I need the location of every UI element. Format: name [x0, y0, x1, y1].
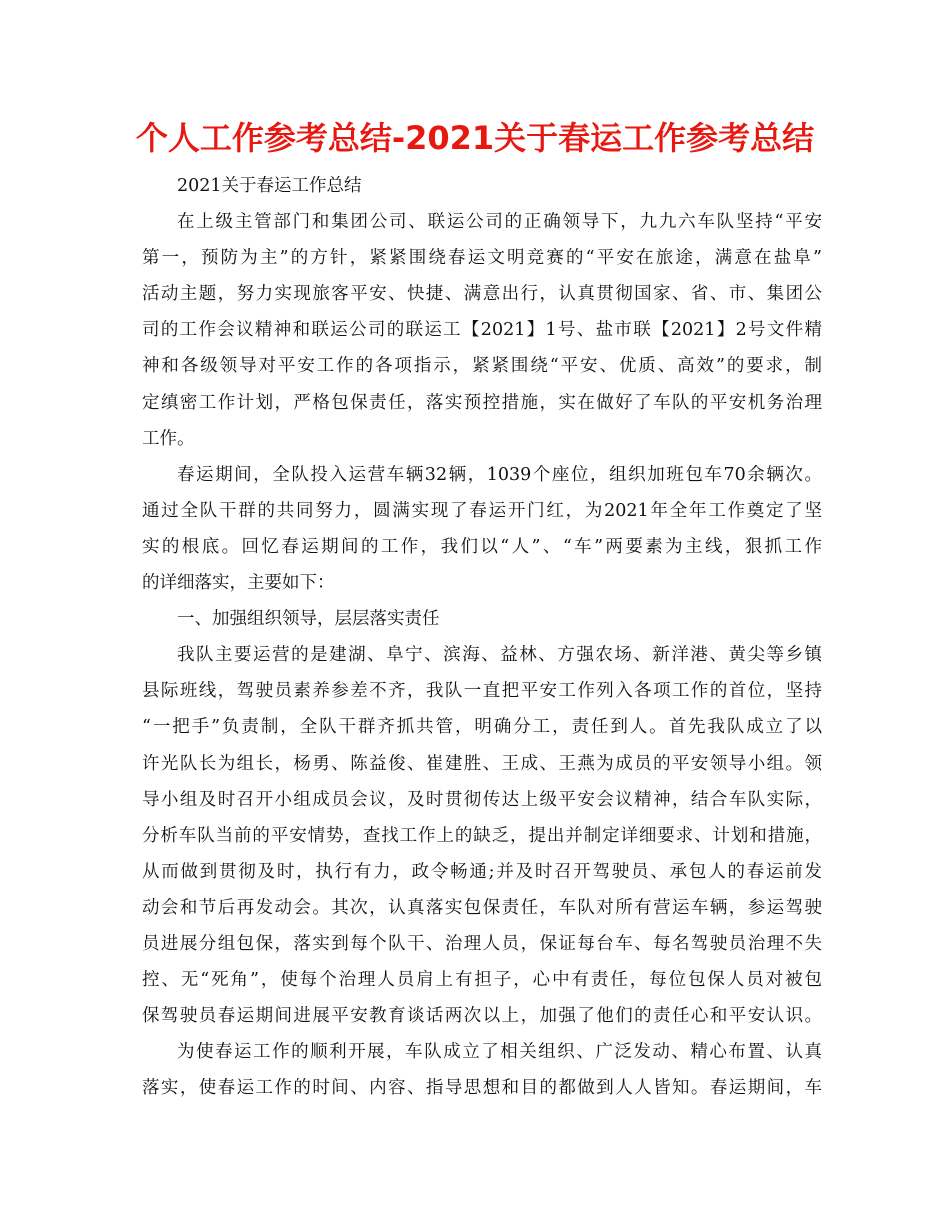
paragraph-line: “一把手”负责制，全队干群齐抓共管，明确分工，责任到人。首先我队成立了以 [142, 717, 822, 738]
paragraph-line: 的详细落实，主要如下： [142, 573, 335, 594]
paragraph-line: 我队主要运营的是建湖、阜宁、滨海、益林、方强农场、新洋港、黄尖等乡镇 [177, 645, 822, 666]
paragraph-line: 员进展分组包保，落实到每个队干、治理人员，保证每台车、每名驾驶员治理不失 [142, 933, 822, 954]
paragraph-line: 保驾驶员春运期间进展平安教育谈话两次以上，加强了他们的责任心和平安认识。 [142, 1006, 822, 1027]
document-title: 个人工作参考总结-2021关于春运工作参考总结 [135, 119, 815, 157]
paragraph-line: 许光队长为组长，杨勇、陈益俊、崔建胜、王成、王燕为成员的平安领导小组。领 [142, 753, 822, 774]
paragraph-line: 在上级主管部门和集团公司、联运公司的正确领导下，九九六车队坚持“平安 [177, 212, 822, 233]
paragraph-line: 春运期间，全队投入运营车辆32辆，1039个座位，组织加班包车70余辆次。 [177, 464, 822, 485]
paragraph-line: 控、无“死角”，使每个治理人员肩上有担子，心中有责任，每位包保人员对被包 [142, 970, 822, 991]
subtitle-line: 2021关于春运工作总结 [177, 176, 362, 196]
paragraph-line: 神和各级领导对平安工作的各项指示，紧紧围绕“平安、优质、高效”的要求，制 [142, 356, 822, 377]
paragraph-line: 县际班线，驾驶员素养参差不齐，我队一直把平安工作列入各项工作的首位，坚持 [142, 681, 822, 702]
paragraph-line: 导小组及时召开小组成员会议，及时贯彻传达上级平安会议精神，结合车队实际， [142, 789, 822, 810]
paragraph-line: 司的工作会议精神和联运公司的联运工【2021】1号、盐市联【2021】2号文件精 [142, 320, 822, 341]
paragraph-line: 分析车队当前的平安情势，查找工作上的缺乏，提出并制定详细要求、计划和措施， [142, 825, 822, 846]
paragraph-line: 实的根底。回忆春运期间的工作，我们以“人”、“车”两要素为主线，狠抓工作 [142, 536, 822, 557]
paragraph-line: 通过全队干群的共同努力，圆满实现了春运开门红，为2021年全年工作奠定了坚 [142, 500, 822, 521]
paragraph-line: 活动主题，努力实现旅客平安、快捷、满意出行，认真贯彻国家、省、市、集团公 [142, 284, 822, 305]
section-heading: 一、加强组织领导，层层落实责任 [177, 609, 440, 630]
paragraph-line: 动会和节后再发动会。其次，认真落实包保责任，车队对所有营运车辆，参运驾驶 [142, 897, 822, 918]
paragraph-line: 为使春运工作的顺利开展，车队成立了相关组织、广泛发动、精心布置、认真 [177, 1042, 822, 1063]
paragraph-line: 第一，预防为主”的方针，紧紧围绕春运文明竞赛的“平安在旅途，满意在盐阜” [142, 248, 822, 269]
document-body [142, 168, 822, 1106]
paragraph-line: 落实，使春运工作的时间、内容、指导思想和目的都做到人人皆知。春运期间，车 [142, 1078, 822, 1099]
paragraph-line: 定缜密工作计划，严格包保责任，落实预控措施，实在做好了车队的平安机务治理 [142, 392, 822, 413]
paragraph-line: 从而做到贯彻及时，执行有力，政令畅通;并及时召开驾驶员、承包人的春运前发 [142, 861, 822, 882]
paragraph-line: 工作。 [142, 428, 195, 449]
